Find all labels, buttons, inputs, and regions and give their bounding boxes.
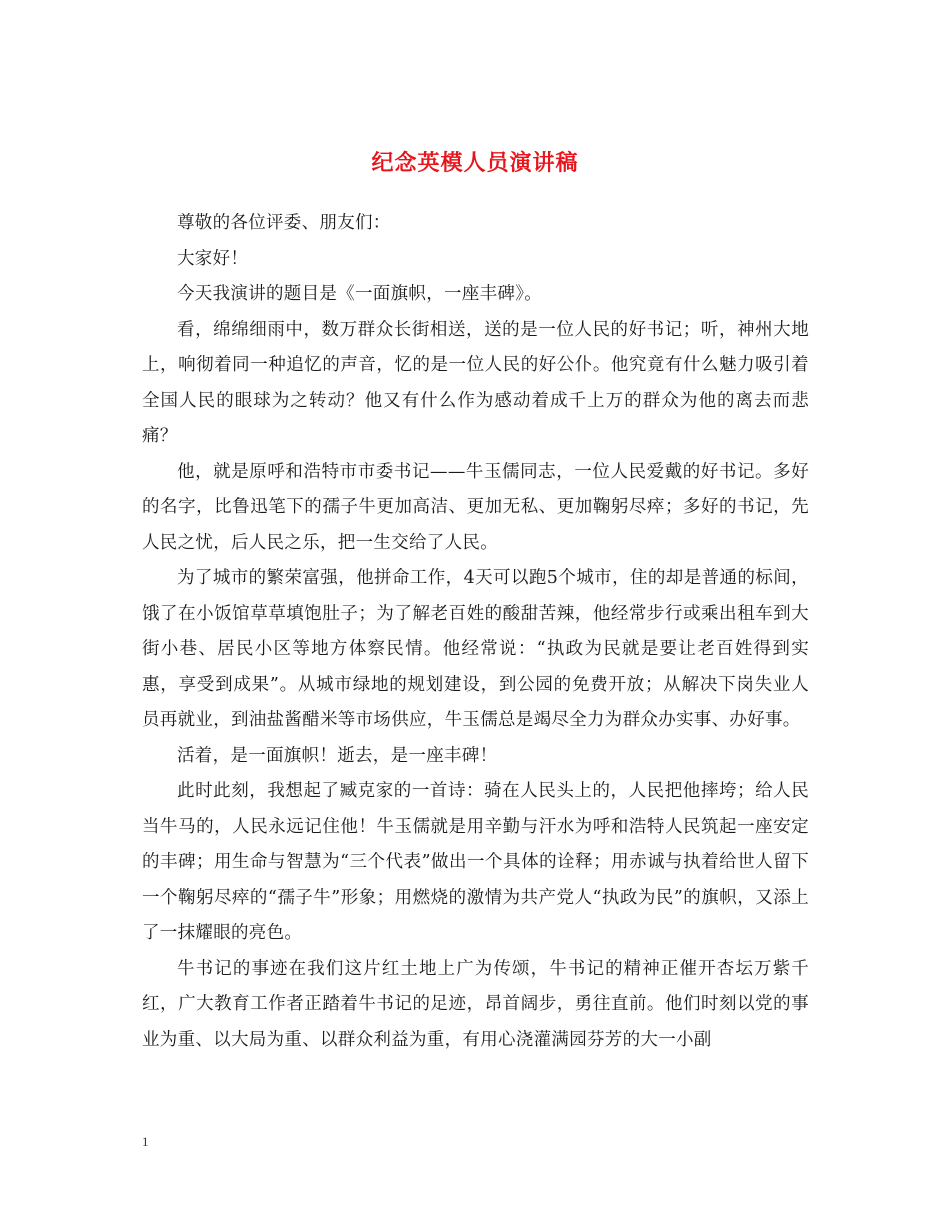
document-title: 纪念英模人员演讲稿 [371, 149, 579, 176]
body-paragraph: 看，绵绵细雨中，数万群众长街相送，送的是一位人民的好书记；听，神州大地上，响彻着同一种追忆的声音，忆的是一位人民的好公仆。他究竟有什么魅力吸引着全国人民的眼球为之转动？他又有什么作为感动着成千上万的群众为他的离去而悲痛？ [142, 319, 809, 446]
speech-topic: 今天我演讲的题目是《一面旗帜，一座丰碑》。 [177, 284, 543, 304]
greeting: 大家好！ [177, 248, 249, 269]
body-paragraph: 活着，是一面旗帜！逝去，是一座丰碑！ [177, 745, 498, 766]
body-paragraph: 为了城市的繁荣富强，他拼命工作，4天可以跑5个城市，住的却是普通的标间，饿了在小饭馆草草填饱肚子；为了解老百姓的酸甜苦辣，他经常步行或乘出租车到大街小巷、居民小区等地方体察民情。他经常说：“执政为民就是要让老百姓得到实惠，享受到成果”。从城市绿地的规划建设，到公园的免费开放；从解决下岗失业人员再就业，到油盐酱醋米等市场供应，牛玉儒总是竭尽全力为群众办实事、办好事。 [142, 568, 809, 730]
page-number: 1 [142, 1134, 149, 1149]
body-paragraph: 他，就是原呼和浩特市市委书记——牛玉儒同志，一位人民爱戴的好书记。多好的名字，比鲁迅笔下的孺子牛更加高洁、更加无私、更加鞠躬尽瘁；多好的书记，先人民之忧，后人民之乐，把一生交给了人民。 [142, 461, 809, 553]
salutation: 尊敬的各位评委、朋友们： [177, 213, 391, 233]
body-paragraph: 牛书记的事迹在我们这片红土地上广为传颂，牛书记的精神正催开杏坛万紫千红，广大教育工作者正踏着牛书记的足迹，昂首阔步，勇往直前。他们时刻以党的事业为重、以大局为重、以群众利益为重，有用心浇灌满园芬芳的大一小副 [142, 958, 809, 1050]
body-paragraph: 此时此刻，我想起了臧克家的一首诗：骑在人民头上的，人民把他摔垮；给人民当牛马的，人民永远记住他！牛玉儒就是用辛勤与汗水为呼和浩特人民筑起一座安定的丰碑；用生命与智慧为“三个代表”做出一个具体的诠释；用赤诚与执着给世人留下一个鞠躬尽瘁的“孺子牛”形象；用燃烧的激情为共产党人“执政为民”的旗帜，又添上了一抹耀眼的亮色。 [142, 781, 809, 943]
document-body [142, 206, 809, 1058]
